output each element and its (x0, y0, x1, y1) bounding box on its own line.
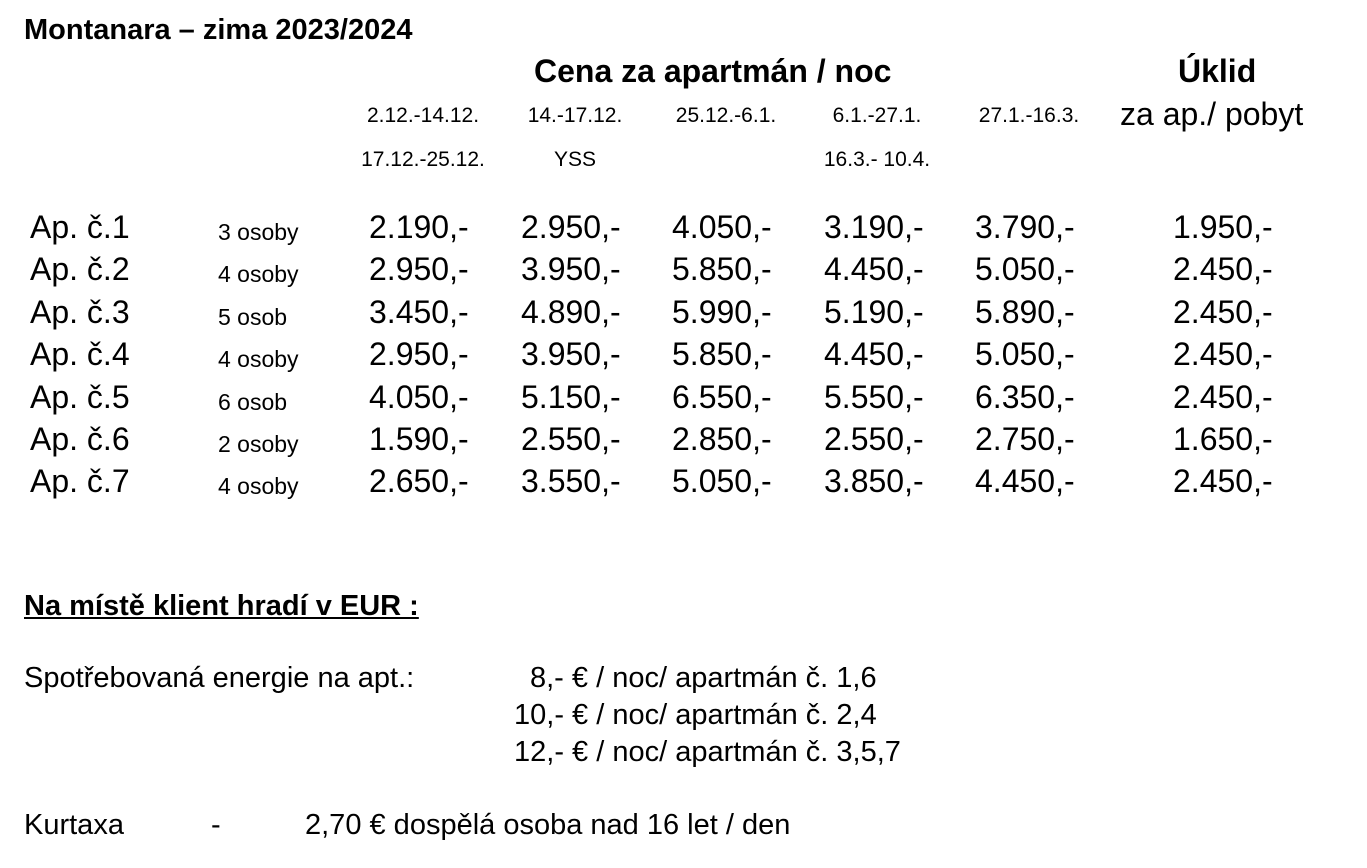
price-cell: 4.050,- (369, 379, 469, 415)
price-cell: 2.950,- (521, 209, 621, 245)
price-cell: 2.850,- (672, 421, 772, 457)
apartment-name: Ap. č.2 (30, 251, 130, 287)
energy-label: Spotřebovaná energie na apt.: (24, 662, 415, 694)
apartment-capacity: 6 osob (218, 389, 288, 415)
price-cell: 5.150,- (521, 379, 621, 415)
price-cell: 6.350,- (975, 379, 1075, 415)
tax-label: Kurtaxa (24, 809, 124, 841)
apartment-name: Ap. č.4 (30, 336, 130, 372)
price-cell: 5.190,- (824, 294, 924, 330)
period-main: 6.1.-27.1. (832, 104, 922, 127)
price-header: Cena za apartmán / noc (534, 53, 892, 89)
price-cell: 3.850,- (824, 463, 924, 499)
document-title: Montanara – zima 2023/2024 (24, 14, 413, 46)
energy-line: 10,- € / noc/ apartmán č. 2,4 (514, 699, 877, 731)
period-secondary: 17.12.-25.12. (361, 148, 485, 171)
price-cell: 3.450,- (369, 294, 469, 330)
price-cell: 4.050,- (672, 209, 772, 245)
table-row (0, 336, 1367, 379)
price-cell: 5.050,- (975, 251, 1075, 287)
price-cell: 3.950,- (521, 336, 621, 372)
price-cell: 6.550,- (672, 379, 772, 415)
cleaning-price-cell: 1.650,- (1173, 421, 1273, 457)
cleaning-price-cell: 2.450,- (1173, 463, 1273, 499)
price-cell: 2.950,- (369, 336, 469, 372)
tax-text: 2,70 € dospělá osoba nad 16 let / den (305, 809, 791, 841)
price-cell: 2.190,- (369, 209, 469, 245)
period-main: 14.-17.12. (527, 104, 623, 127)
apartment-name: Ap. č.1 (30, 209, 130, 245)
period-secondary: 16.3.- 10.4. (823, 148, 931, 171)
apartment-capacity: 4 osoby (218, 473, 299, 499)
price-cell: 2.550,- (521, 421, 621, 457)
apartment-capacity: 4 osoby (218, 346, 299, 372)
price-cell: 5.850,- (672, 251, 772, 287)
cleaning-price-cell: 2.450,- (1173, 294, 1273, 330)
energy-line: 8,- € / noc/ apartmán č. 1,6 (530, 662, 877, 694)
local-payment-header: Na místě klient hradí v EUR : (24, 590, 419, 622)
apartment-capacity: 5 osob (218, 304, 288, 330)
price-cell: 4.450,- (975, 463, 1075, 499)
price-cell: 4.450,- (824, 251, 924, 287)
price-cell: 4.890,- (521, 294, 621, 330)
price-cell: 5.990,- (672, 294, 772, 330)
apartment-capacity: 2 osoby (218, 431, 299, 457)
period-secondary: YSS (553, 148, 597, 171)
cleaning-price-cell: 2.450,- (1173, 379, 1273, 415)
table-row (0, 294, 1367, 337)
tax-dash: - (211, 809, 221, 841)
cleaning-subheader: za ap./ pobyt (1120, 96, 1304, 132)
price-cell: 2.550,- (824, 421, 924, 457)
price-cell: 2.650,- (369, 463, 469, 499)
price-cell: 5.050,- (672, 463, 772, 499)
price-cell: 5.050,- (975, 336, 1075, 372)
apartment-name: Ap. č.6 (30, 421, 130, 457)
period-main: 25.12.-6.1. (675, 104, 777, 127)
apartment-name: Ap. č.3 (30, 294, 130, 330)
table-row (0, 251, 1367, 294)
price-cell: 2.950,- (369, 251, 469, 287)
price-cell: 3.790,- (975, 209, 1075, 245)
cleaning-price-cell: 1.950,- (1173, 209, 1273, 245)
table-row (0, 463, 1367, 506)
period-main: 2.12.-14.12. (366, 104, 480, 127)
price-cell: 5.550,- (824, 379, 924, 415)
apartment-name: Ap. č.7 (30, 463, 130, 499)
table-row (0, 209, 1367, 252)
price-cell: 4.450,- (824, 336, 924, 372)
price-cell: 3.950,- (521, 251, 621, 287)
apartment-name: Ap. č.5 (30, 379, 130, 415)
table-row (0, 379, 1367, 422)
cleaning-price-cell: 2.450,- (1173, 251, 1273, 287)
cleaning-price-cell: 2.450,- (1173, 336, 1273, 372)
price-cell: 1.590,- (369, 421, 469, 457)
period-main: 27.1.-16.3. (978, 104, 1080, 127)
price-cell: 2.750,- (975, 421, 1075, 457)
price-cell: 3.190,- (824, 209, 924, 245)
table-row (0, 421, 1367, 464)
price-cell: 3.550,- (521, 463, 621, 499)
price-cell: 5.850,- (672, 336, 772, 372)
cleaning-header: Úklid (1178, 53, 1257, 89)
apartment-capacity: 4 osoby (218, 261, 299, 287)
apartment-capacity: 3 osoby (218, 219, 299, 245)
energy-line: 12,- € / noc/ apartmán č. 3,5,7 (514, 736, 901, 768)
price-cell: 5.890,- (975, 294, 1075, 330)
